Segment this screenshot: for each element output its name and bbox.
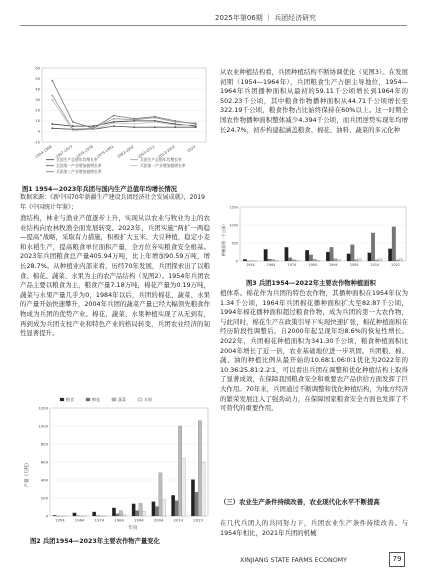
fig2-bar [159, 473, 162, 516]
fig3-bar [379, 259, 383, 261]
fig3-xtick-label: 2022 [391, 262, 400, 267]
fig1-data-point [51, 99, 53, 101]
fig1-data-point [133, 118, 135, 120]
fig3-bar [371, 233, 375, 261]
fig1-data-point [195, 126, 197, 128]
fig1-plot-frame [42, 68, 206, 142]
fig2-bar [195, 492, 198, 516]
fig2-ylabel: 产量（万吨） [25, 460, 30, 488]
fig3-ytick-label: 1000 [229, 223, 238, 228]
fig2-ytick-label: 0 [45, 513, 48, 519]
fig3-bar [392, 227, 396, 261]
fig2-bar [135, 511, 138, 516]
fig2-bar [123, 515, 126, 516]
fig1-data-point [51, 95, 53, 97]
left-body-text: 渔结构，林业与渔业产值逐步上升，实现从以农业与牧业为主的农业结构向农林牧渔全面发展转变。2023年，兵团实施“两扩一两稳—提高”战略，采取有力措施，积极扩大玉米、大豆种植，稳定小麦和水稻生产，提高粮食单位面积产量，全方位夯实粮食安全根基。2023年兵团粮食总产量405.94万吨，比上年增加90.59万吨，增长28.7%。从种植业内部来看，历经70年发展，兵团探索出了以粮食、棉花、蔬菜、水果为主的农产品结构（见图2）。1954年兵团农产品主要以粮食为主，粮食产量7.18万吨，棉花产量为0.19万吨，蔬菜与水果产量几乎为0，1984年以后，兵团的棉花、蔬菜、水果的产量开始快速攀升，2004年兵团的蔬菜产量已经大幅领先粮食作物成为兵团的优势产业。棉花、蔬菜、水果种植实现了从无到有，再到成为兵团支柱产业和特色产业的格局转变，兵团农业经济的韧性显著提升。 [20, 214, 210, 338]
fig2-bar [182, 458, 185, 516]
fig3-bar [313, 259, 317, 261]
fig2-bar [139, 503, 142, 516]
fig1-data-point [154, 126, 156, 128]
fig2-xtick-label: 2014 [173, 517, 184, 523]
fig2-bar [132, 504, 135, 516]
fig1-ytick-label: 30 [35, 98, 40, 103]
fig1-xtick-label: 1967-1973 [54, 144, 74, 160]
footer-journal: XINJIANG STATE FARMS ECONOMY [240, 557, 347, 564]
fig2-legend-label: 粮食 [66, 397, 74, 402]
fig1-ytick-label: 0 [37, 129, 40, 134]
fig1-data-point [92, 127, 94, 129]
right-body-text-2: 植体系。棉花作为兵团的特色农作物，其播种面积在1954年仅为1.34千公顷，1964年兵团棉花播种面积扩大至82.87千公顷，1994年棉花播种面积超过粮食作物，成为兵团的第一大农作物，与此同时，棉花生产在政策引导下实现快速扩张，棉花种植面积在经历阶段性调整后，自2000年起呈现年均8.6%的恢复性增长。2022年，兵团棉花种植面积为341.30千公顷，粮食种植面积比2004年增长了近一倍，农业基础地位进一步巩固。兵团粮、棉、蔬、油的种植比例从最开始的10.68∶1.06∶0∶1优化为2022年的10.36∶25.81∶2.2∶1，可以看出兵团在调整和优化种植结构上取得了显著成效，在保障我国粮食安全和重要农产品供给方面发挥了巨大作用。70年来，兵团通过不断调整和优化种植结构，为地方经济的繁荣发展注入了强劲动力，在保障国家粮食安全方面也发挥了不可替代的重要作用。 [220, 289, 408, 413]
fig2-ytick-label: 200 [40, 495, 48, 501]
fig1-data-point [133, 126, 135, 128]
fig1-data-point [113, 118, 115, 120]
fig1-xtick-label: 1979-1992 [95, 144, 115, 160]
fig1-data-point [72, 129, 74, 131]
fig2-xlabel: 年份 [128, 526, 138, 531]
right-body-text-1: 从农业种植结构看，兵团种植结构不断协调优化（见图3）。在发展初期（1954—1964年），兵团粮食生产占据主导地位，1954—1964年兵团播种面积从最初的59.11千公顷增长到1964年的502.23千公顷，其中粮食作物播种面积从44.71千公顷增长至322.19千公顷，粮食作物占比始终保持在60%以上。这一时期全国农作物播种面积整体减少4.394千公顷，而兵团逆势实现年均增长24.7%，初步构建起涵盖粮食、棉花、油料、蔬菜的多元化种 [220, 68, 408, 134]
fig2-legend-swatch [112, 398, 116, 401]
fig3-bar [243, 259, 247, 261]
fig2-chart [20, 392, 216, 532]
fig2-legend-label: 棉花 [92, 397, 100, 402]
fig1-xtick-label: 2013-2022 [157, 144, 176, 160]
fig2-ytick-label: 800 [40, 441, 48, 447]
fig3-bar [288, 258, 292, 261]
fig3-bar [350, 245, 354, 261]
fig2-bar [162, 500, 165, 516]
fig3-bar [396, 260, 400, 261]
fig1-data-point [51, 127, 53, 129]
fig2-bar [178, 426, 181, 516]
fig1-legend-label: 兵团第三产业增加值增长率 [56, 169, 102, 174]
fig1-data-point [51, 80, 53, 82]
fig2-legend-swatch [60, 398, 64, 401]
fig3-bar [326, 252, 330, 261]
fig1-data-point [154, 121, 156, 123]
header-issue: 2025年第06期 ｜ 兵团经济研究 [215, 14, 317, 22]
header-rule [20, 25, 407, 26]
fig1-source: 数据来源：《新中国70年新疆生产建设兵团经济社会发展成就》，2019年《中国统计年鉴》； [20, 194, 205, 211]
fig1-legend-label: 兵团第一产业增加值增长率 [140, 163, 186, 168]
fig3-bar [337, 260, 341, 261]
fig1-ytick-label: 60 [35, 66, 40, 71]
fig2-bar [155, 507, 158, 516]
fig3-bar [292, 260, 296, 261]
fig1-chart [20, 62, 216, 178]
fig2-xtick-label: 2023 [193, 517, 203, 523]
fig1-data-point [113, 115, 115, 117]
fig2-ytick-label: 1200 [38, 405, 48, 411]
fig1-xtick-label: 1974-1978 [75, 144, 94, 160]
fig3-xtick-label: 2004 [349, 262, 359, 267]
fig1-data-point [72, 121, 74, 123]
fig1-data-point [174, 120, 176, 122]
fig2-caption: 图2 兵团1954—2023年主要农作物产量变化 [30, 538, 160, 545]
fig2-xtick-label: 1994 [134, 517, 144, 523]
fig3-bar [399, 259, 403, 261]
fig3-xtick-label: 2014 [370, 262, 380, 267]
fig1-data-point [174, 124, 176, 126]
fig1-ytick-label: 10 [35, 119, 40, 124]
fig2-bar [175, 501, 178, 516]
fig3-xtick-label: 1954 [246, 262, 255, 267]
fig1-xtick-label: 1954-1966 [34, 144, 53, 160]
section-heading-3: （三）农业生产条件持续改善，农业现代化水平不断提高 [220, 498, 380, 506]
fig1-ytick-label: -10 [34, 140, 40, 145]
fig2-bar [53, 515, 56, 516]
fig3-bar [354, 260, 358, 261]
fig3-bar [388, 249, 392, 261]
fig2-legend-swatch [86, 398, 90, 401]
fig1-data-point [92, 125, 94, 127]
fig3-bar [296, 260, 300, 261]
fig2-xtick-label: 2004 [153, 517, 164, 523]
fig2-bar [171, 495, 174, 516]
page-number: 79 [389, 552, 405, 567]
fig2-xtick-label: 1964 [74, 517, 85, 523]
fig1-data-point [133, 123, 135, 125]
fig3-bar [309, 255, 313, 261]
fig3-chart [220, 203, 410, 275]
fig3-xtick-label: 1994 [329, 262, 338, 267]
fig3-bar [285, 247, 289, 261]
fig1-data-point [195, 123, 197, 125]
fig2-bar [202, 462, 205, 516]
fig3-xtick-label: 1974 [287, 262, 297, 267]
fig3-ylabel: 种植面积（千公顷） [221, 221, 226, 257]
fig2-bar [116, 514, 119, 516]
fig2-ytick-label: 600 [40, 459, 48, 465]
fig3-bar [358, 259, 362, 261]
fig2-bar [142, 512, 145, 517]
fig2-bar [73, 513, 76, 516]
fig2-ytick-label: 400 [40, 477, 48, 483]
fig1-ytick-label: 40 [35, 87, 40, 92]
fig1-ytick-label: 20 [35, 108, 40, 113]
fig1-legend-label: 兵团生产总值年均增长率 [140, 157, 182, 162]
fig3-bar [271, 260, 275, 261]
fig2-xtick-label: 1974 [94, 517, 105, 523]
fig1-legend-label: 全国生产总值年均增长率 [56, 157, 98, 162]
fig2-bar [119, 511, 122, 516]
fig3-bar [330, 247, 334, 261]
fig1-data-point [72, 125, 74, 127]
fig3-bar [347, 254, 351, 261]
fig3-ytick-label: 0 [235, 259, 238, 264]
fig2-legend-label: 水果 [144, 397, 152, 402]
fig2-bar [198, 421, 201, 516]
fig1-data-point [51, 123, 53, 125]
fig3-caption: 图3 兵团1954—2022年主要农作物种植面积 [246, 280, 376, 287]
fig3-bar [333, 259, 337, 261]
fig1-data-point [154, 116, 156, 118]
fig3-bar [264, 249, 268, 261]
right-body-text-3: 在几代兵团人的共同努力下，兵团农业生产条件持续改善。与1954年相比，2021年兵团的机械 [220, 519, 408, 537]
fig3-bar [316, 260, 320, 261]
fig3-bar [368, 253, 372, 261]
fig2-bar [112, 508, 115, 516]
fig3-bar [375, 260, 379, 261]
fig1-caption: 图1 1954—2023年兵团与国内生产总值年均增长情况 [22, 186, 177, 193]
fig2-bar [191, 480, 194, 516]
fig1-legend-label: 全国第一产业增加值增长率 [56, 163, 102, 168]
fig2-bar [92, 512, 95, 516]
fig2-xtick-label: 1984 [114, 517, 124, 523]
fig2-legend-swatch [138, 398, 142, 401]
fig1-data-point [113, 125, 115, 127]
fig1-xtick-label: 1993-2002 [116, 144, 135, 160]
fig2-bar [152, 502, 155, 516]
fig1-series-line [52, 126, 196, 129]
fig2-xtick-label: 1954 [55, 517, 65, 523]
fig3-xtick-label: 1984 [308, 262, 317, 267]
fig2-legend-label: 蔬菜 [118, 397, 126, 402]
fig3-bar [305, 250, 309, 261]
fig1-data-point [113, 122, 115, 124]
fig3-bar [267, 259, 271, 261]
fig2-ytick-label: 1000 [38, 423, 48, 429]
fig3-ytick-label: 1500 [229, 205, 238, 210]
fig1-xtick-label: 2023 [186, 144, 197, 154]
fig1-ytick-label: 50 [35, 76, 40, 81]
fig1-data-point [174, 126, 176, 128]
fig3-ytick-label: 500 [231, 241, 238, 246]
fig3-xtick-label: 1964 [266, 262, 276, 267]
fig1-xtick-label: 2003-2012 [136, 144, 156, 160]
